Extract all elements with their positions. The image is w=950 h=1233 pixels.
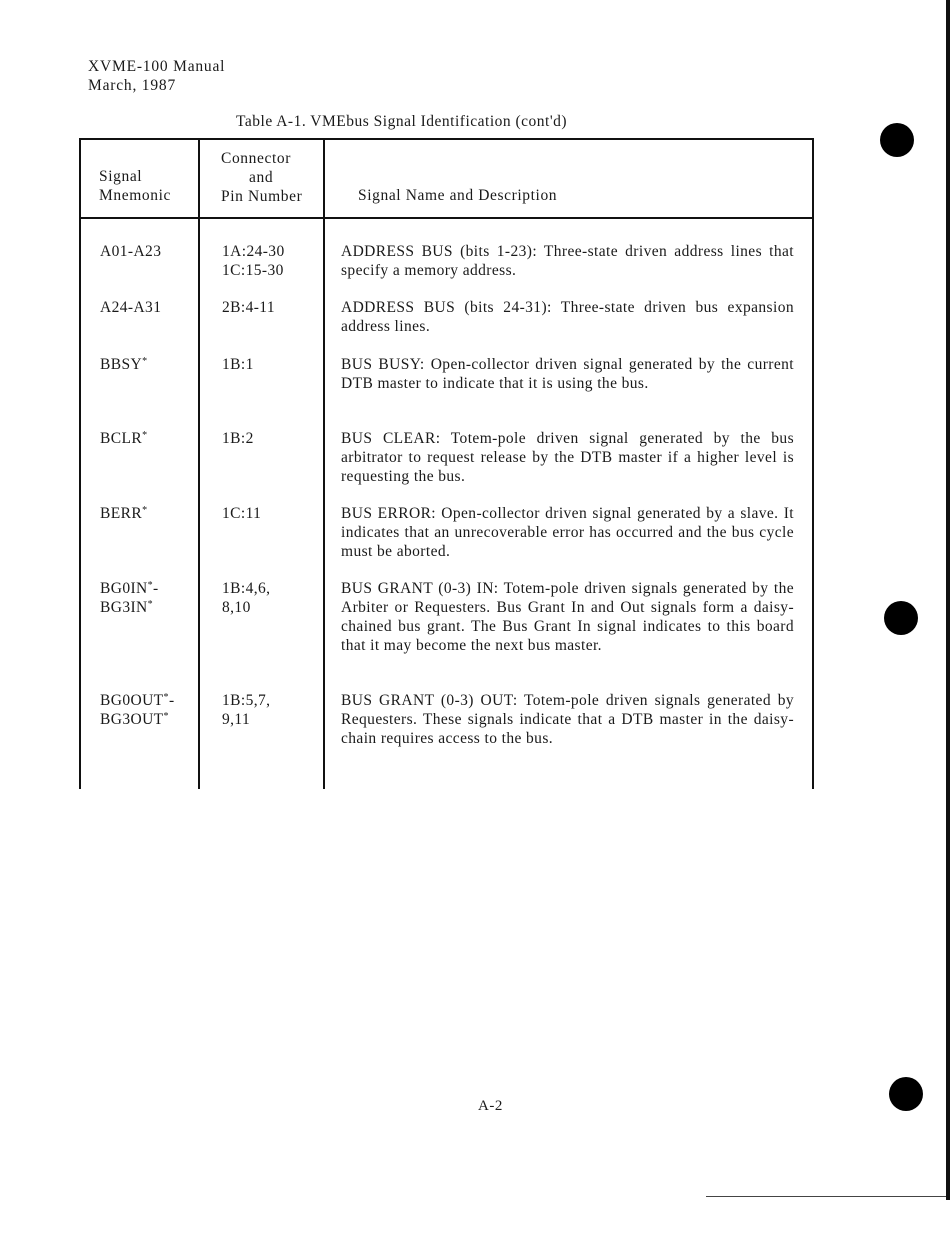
signal-mnemonic xyxy=(100,242,161,261)
col-header-connector-l2: and xyxy=(249,169,274,186)
signal-description: ADDRESS BUS (bits 24-31): Three-state driven bus expansion address lines. xyxy=(341,299,794,335)
document-header xyxy=(88,57,225,95)
signal-mnemonic xyxy=(100,429,148,448)
col-header-signal xyxy=(99,167,171,205)
connector-pin xyxy=(222,579,270,617)
connector-pin xyxy=(222,691,270,729)
connector-pin xyxy=(222,298,275,317)
col-header-connector-l1: Connector xyxy=(221,150,291,167)
connector-pin-line: 2B:4-11 xyxy=(222,299,276,316)
signal-mnemonic xyxy=(100,579,159,617)
col-header-signal-l2: Mnemonic xyxy=(99,187,171,204)
signal-mnemonic xyxy=(100,355,148,374)
signal-mnemonic-line: BG3IN* xyxy=(100,599,154,616)
connector-pin xyxy=(222,355,254,374)
signal-mnemonic-line: BBSY* xyxy=(100,356,148,373)
punch-hole xyxy=(889,1077,923,1111)
signal-mnemonic-line: BCLR* xyxy=(100,430,148,447)
signal-description: BUS CLEAR: Totem-pole driven signal generated by the bus arbitrator to request release by the DTB master if a higher level is requesting the bus. xyxy=(341,430,794,485)
signal-mnemonic-line: BG3OUT* xyxy=(100,711,169,728)
connector-pin-line: 8,10 xyxy=(222,599,251,616)
signal-mnemonic-line: BG0IN*- xyxy=(100,580,159,597)
col-header-connector xyxy=(221,149,302,206)
signal-mnemonic xyxy=(100,504,148,523)
manual-date: March, 1987 xyxy=(88,77,177,94)
signal-description: ADDRESS BUS (bits 1-23): Three-state driven address lines that specify a memory address. xyxy=(341,243,794,279)
connector-pin xyxy=(222,429,254,448)
page-number: A-2 xyxy=(478,1098,503,1114)
connector-pin-line: 1B:4,6, xyxy=(222,580,271,597)
signal-description: BUS BUSY: Open-collector driven signal generated by the current DTB master to indicate that it is using the bus. xyxy=(341,356,794,392)
page-bottom-edge xyxy=(706,1196,946,1197)
connector-pin-line: 1C:11 xyxy=(222,505,262,522)
signal-mnemonic-line: BERR* xyxy=(100,505,148,522)
connector-pin xyxy=(222,504,261,523)
manual-title: XVME-100 Manual xyxy=(88,58,226,75)
signal-description: BUS GRANT (0-3) OUT: Totem-pole driven signals generated by Requesters. These signals indicate that a DTB master in the daisy-chain requires access to the bus. xyxy=(341,692,794,747)
col-header-description: Signal Name and Description xyxy=(358,187,558,204)
signal-mnemonic-line: A01-A23 xyxy=(100,243,162,260)
connector-pin-line: 1B:2 xyxy=(222,430,254,447)
col-header-signal-l1: Signal xyxy=(99,168,143,185)
connector-pin-line: 9,11 xyxy=(222,711,251,728)
table-caption: Table A-1. VMEbus Signal Identification (cont'd) xyxy=(236,113,568,130)
connector-pin xyxy=(222,242,285,280)
signal-mnemonic-line: BG0OUT*- xyxy=(100,692,175,709)
connector-pin-line: 1B:1 xyxy=(222,356,254,373)
connector-pin-line: 1B:5,7, xyxy=(222,692,271,709)
page-edge xyxy=(946,0,950,1200)
connector-pin-line: 1C:15-30 xyxy=(222,262,284,279)
connector-pin-line: 1A:24-30 xyxy=(222,243,285,260)
header-divider xyxy=(79,217,814,219)
punch-hole xyxy=(880,123,914,157)
signal-mnemonic xyxy=(100,298,161,317)
signal-mnemonic xyxy=(100,691,175,729)
signal-description: BUS ERROR: Open-collector driven signal generated by a slave. It indicates that an unrecoverable error has occurred and the bus cycle must be aborted. xyxy=(341,505,794,560)
col-header-connector-l3: Pin Number xyxy=(221,188,303,205)
signal-mnemonic-line: A24-A31 xyxy=(100,299,162,316)
column-divider-2 xyxy=(323,138,325,789)
punch-hole xyxy=(884,601,918,635)
column-divider-1 xyxy=(198,138,200,789)
signal-description: BUS GRANT (0-3) IN: Totem-pole driven signals generated by the Arbiter or Requesters. Bus Grant In and Out signals form a daisy-chained bus grant. The Bus Grant In signal indicates to this board that it may become the next bus master. xyxy=(341,580,794,654)
